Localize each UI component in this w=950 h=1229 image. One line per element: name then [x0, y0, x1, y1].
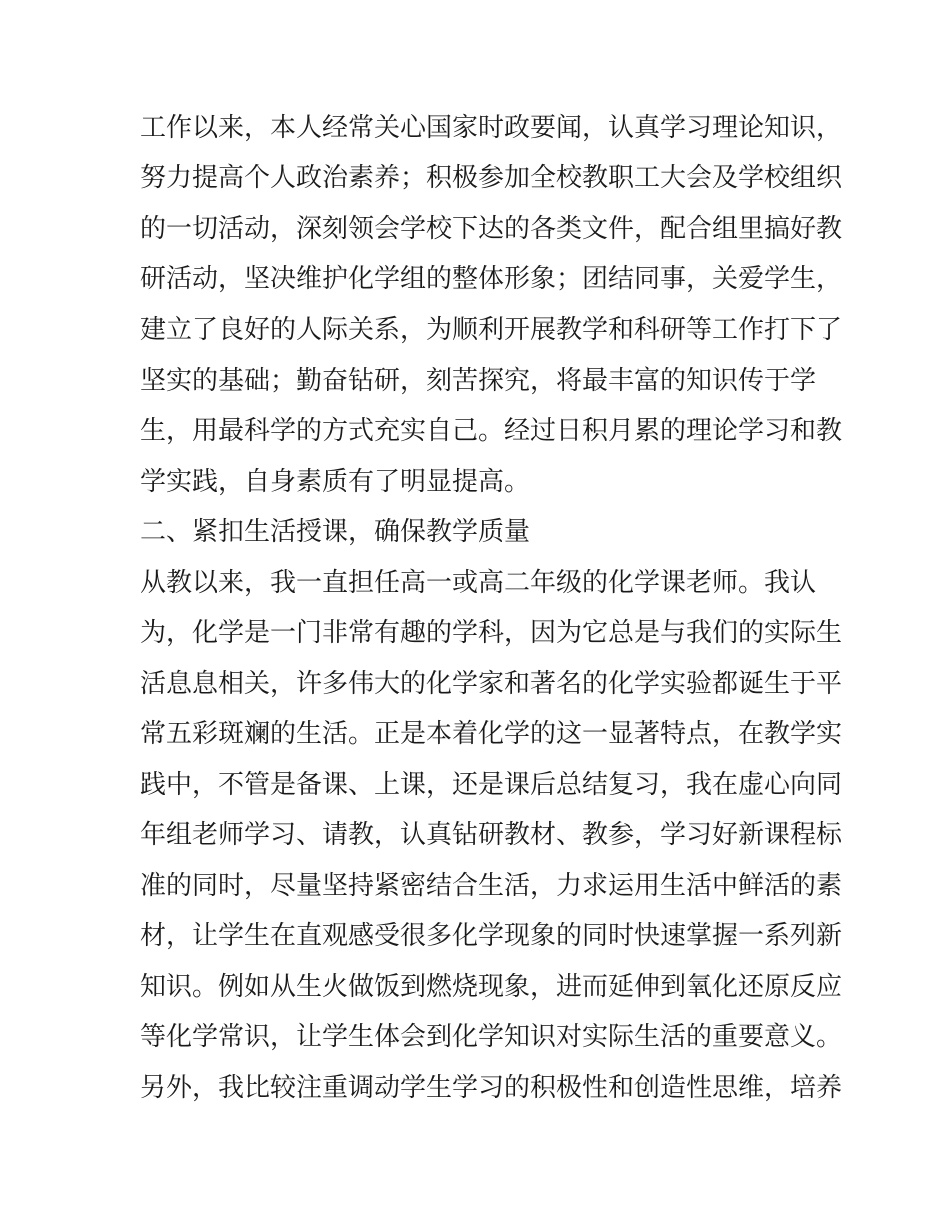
- text-line-5: 建立了良好的人际关系，为顺利开展教学和科研等工作打下了: [140, 315, 843, 345]
- text-line-7: 生，用最科学的方式充实自己。经过日积月累的理论学习和教: [140, 416, 843, 446]
- text-line-11: 为，化学是一门非常有趣的学科，因为它总是与我们的实际生: [140, 618, 843, 648]
- text-line-13: 常五彩斑斓的生活。正是本着化学的这一显著特点，在教学实: [140, 719, 843, 749]
- text-line-1: 工作以来，本人经常关心国家时政要闻，认真学习理论知识，: [140, 113, 843, 143]
- text-line-18: 知识。例如从生火做饭到燃烧现象，进而延伸到氧化还原反应: [140, 972, 843, 1002]
- text-line-14: 践中，不管是备课、上课，还是课后总结复习，我在虚心向同: [140, 770, 843, 800]
- text-line-4: 研活动，坚决维护化学组的整体形象；团结同事，关爱学生，: [140, 264, 843, 294]
- text-line-2: 努力提高个人政治素养；积极参加全校教职工大会及学校组织: [140, 163, 843, 193]
- text-line-12: 活息息相关，许多伟大的化学家和著名的化学实验都诞生于平: [140, 669, 843, 699]
- text-line-3: 的一切活动，深刻领会学校下达的各类文件，配合组里搞好教: [140, 214, 843, 244]
- text-line-15: 年组老师学习、请教，认真钻研教材、教参，学习好新课程标: [140, 820, 843, 850]
- text-line-16: 准的同时，尽量坚持紧密结合生活，力求运用生活中鲜活的素: [140, 871, 843, 901]
- text-line-20: 另外，我比较注重调动学生学习的积极性和创造性思维，培养: [140, 1073, 843, 1103]
- text-line-8: 学实践，自身素质有了明显提高。: [140, 467, 531, 497]
- text-line-19: 等化学常识，让学生体会到化学知识对实际生活的重要意义。: [140, 1022, 843, 1052]
- section-heading: 二、紧扣生活授课，确保教学质量: [140, 517, 531, 547]
- text-line-10: 从教以来，我一直担任高一或高二年级的化学课老师。我认: [140, 568, 817, 598]
- text-line-17: 材，让学生在直观感受很多化学现象的同时快速掌握一系列新: [140, 921, 843, 951]
- text-line-6: 坚实的基础；勤奋钻研，刻苦探究，将最丰富的知识传于学: [140, 366, 817, 396]
